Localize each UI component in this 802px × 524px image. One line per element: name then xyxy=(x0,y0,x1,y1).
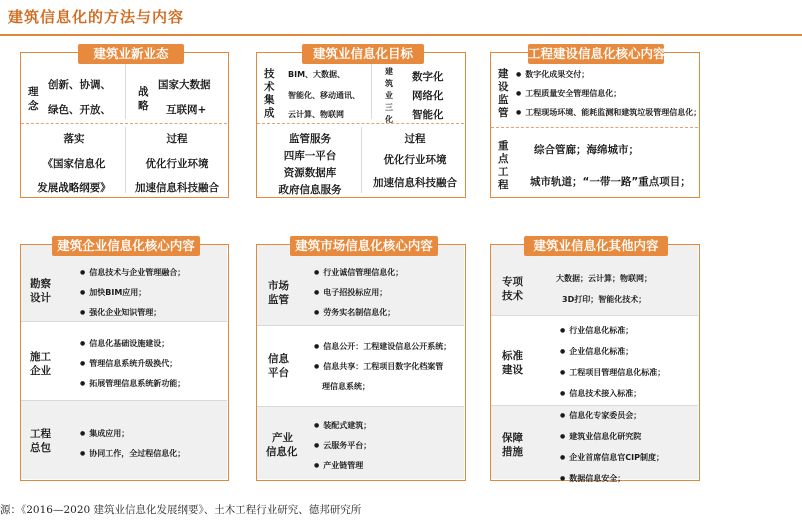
list-item: ● 行业信息化标准； xyxy=(560,325,633,336)
process-text: 过程 xyxy=(166,133,188,145)
list-item: ● 产业链管理 xyxy=(314,460,363,471)
concept-text: 绿色、开放、 xyxy=(48,104,111,116)
list-item: ● 企业信息化标准； xyxy=(560,346,633,357)
label-key-projects: 重 xyxy=(498,140,509,152)
label-construction-supervision: 监 xyxy=(498,94,509,106)
list-item: ● 信息化专家委员会； xyxy=(560,410,641,421)
row-label: 措施 xyxy=(502,446,523,458)
panel-badge: 建筑业信息化目标 xyxy=(302,44,424,64)
strategy-text: 国家大数据 xyxy=(158,79,211,91)
list-item: ● 电子招投标应用； xyxy=(314,287,387,298)
process-text: 优化行业环境 xyxy=(145,158,209,170)
label-tech-integration: 技 xyxy=(264,68,275,80)
concept-text: 创新、协调、 xyxy=(48,79,111,91)
supervision-item: ● 数字化成果交付； xyxy=(516,69,589,80)
title-divider xyxy=(0,34,802,36)
tech-text: BIM、大数据、 xyxy=(288,70,346,79)
row-label: 勘察 xyxy=(30,278,51,290)
list-item: ● 加快BIM应用； xyxy=(80,287,146,298)
list-item: ● 建筑业信息化研究院 xyxy=(560,431,641,442)
row-label: 信息 xyxy=(268,353,289,365)
row-label: 工程 xyxy=(30,428,51,440)
label-tech-integration: 术 xyxy=(264,81,275,93)
supervision-item: ● 工程质量安全管理信息化； xyxy=(516,88,621,99)
label-key-projects: 程 xyxy=(498,179,509,191)
supervision-item: ● 工程现场环境、能耗监测和建筑垃圾管理信息化； xyxy=(516,107,701,118)
label-three-ization: 建 xyxy=(385,67,393,76)
list-item: ● 管理信息系统升级换代； xyxy=(80,358,177,369)
label-concept: 念 xyxy=(28,100,39,112)
panel-new-business xyxy=(20,52,229,198)
label-strategy: 略 xyxy=(138,100,149,112)
label-strategy: 战 xyxy=(138,86,149,98)
row-label: 施工 xyxy=(30,351,51,363)
list-item: ● 拓展管理信息系统新功能； xyxy=(80,378,185,389)
row-label: 保障 xyxy=(502,432,523,444)
label-construction-supervision: 设 xyxy=(498,81,509,93)
tech-text: 云计算、物联网 xyxy=(288,110,344,119)
list-item: ● 信息共享：工程项目数字化档案管 xyxy=(314,361,443,372)
row-label: 企业 xyxy=(30,365,51,377)
row-label: 总包 xyxy=(30,442,51,454)
service-text: 四库一平台 xyxy=(283,150,337,162)
goal-text: 智能化 xyxy=(412,109,444,121)
row-label: 建设 xyxy=(502,364,523,376)
row-label: 平台 xyxy=(268,367,289,379)
list-item: ● 企业首席信息官CIP制度； xyxy=(560,452,664,463)
process-text: 过程 xyxy=(404,133,426,145)
list-item: ● 信息化基础设施建设； xyxy=(80,338,169,349)
list-item: ● 云服务平台； xyxy=(314,440,371,451)
key-project-text: 城市轨道；“一带一路”重点项目； xyxy=(530,176,691,188)
service-text: 政府信息服务 xyxy=(278,184,342,196)
label-three-ization: 化 xyxy=(385,115,393,124)
list-item: ● 信息技术与企业管理融合； xyxy=(80,267,185,278)
page-title: 建筑信息化的方法与内容 xyxy=(8,8,185,26)
service-text: 监管服务 xyxy=(289,133,331,145)
panel-badge: 建筑企业信息化核心内容 xyxy=(52,236,200,256)
implement-text: 发展战略纲要》 xyxy=(37,182,111,194)
row-label: 产业 xyxy=(272,432,293,444)
label-construction-supervision: 建 xyxy=(498,68,509,80)
panel-badge: 工程建设信息化核心内容 xyxy=(528,44,664,64)
label-key-projects: 工 xyxy=(498,166,509,178)
list-item: ● 工程项目管理信息化标准； xyxy=(560,367,665,378)
key-project-text: 综合管廊；海绵城市； xyxy=(534,144,639,156)
list-item: ● 协同工作，全过程信息化； xyxy=(80,448,185,459)
goal-text: 网络化 xyxy=(412,90,444,102)
list-item: ● 信息技术接入标准； xyxy=(560,388,641,399)
label-construction-supervision: 管 xyxy=(498,107,509,119)
row-label: 标准 xyxy=(502,350,523,362)
label-key-projects: 点 xyxy=(498,153,509,165)
list-item: ● 劳务实名制信息化； xyxy=(314,307,395,318)
list-item: ● 信息公开：工程建设信息公开系统； xyxy=(314,341,451,352)
row-label: 监管 xyxy=(268,294,289,306)
label-three-ization: 筑 xyxy=(385,79,393,88)
process-text: 加速信息科技融合 xyxy=(135,182,219,194)
row-label: 信息化 xyxy=(266,446,298,458)
panel-badge: 建筑业新业态 xyxy=(78,44,184,64)
list-item: ● 强化企业知识管理； xyxy=(80,307,161,318)
strategy-text: 互联网+ xyxy=(166,104,207,116)
implement-text: 落实 xyxy=(63,133,85,145)
panel-badge: 建筑市场信息化核心内容 xyxy=(290,236,438,256)
panel-badge: 建筑业信息化其他内容 xyxy=(524,236,668,256)
list-item: ● 行业诚信管理信息化； xyxy=(314,267,403,278)
label-concept: 理 xyxy=(28,86,39,98)
label-three-ization: 三 xyxy=(385,103,393,112)
list-item: ● 数据信息安全； xyxy=(560,473,625,484)
label-tech-integration: 成 xyxy=(264,107,275,119)
row-label: 市场 xyxy=(268,280,289,292)
list-item: 大数据；云计算；物联网； xyxy=(556,274,652,283)
list-item: 理信息系统； xyxy=(322,382,370,391)
list-item: ● 集成应用； xyxy=(80,428,129,439)
service-text: 资源数据库 xyxy=(283,167,337,179)
row-label: 技术 xyxy=(502,290,523,302)
label-tech-integration: 集 xyxy=(264,94,275,106)
process-text: 加速信息科技融合 xyxy=(373,177,457,189)
implement-text: 《国家信息化 xyxy=(42,158,106,170)
goal-text: 数字化 xyxy=(412,71,444,83)
process-text: 优化行业环境 xyxy=(383,154,447,166)
tech-text: 智能化、移动通讯、 xyxy=(288,91,360,100)
row-label: 专项 xyxy=(502,276,523,288)
list-item: 3D打印；智能化技术； xyxy=(562,295,647,304)
row-label: 设计 xyxy=(30,292,51,304)
list-item: ● 装配式建筑； xyxy=(314,420,371,431)
source-note: 源：《2016—2020 建筑业信息化发展纲要》、土木工程行业研究、德邦研究所 xyxy=(0,504,362,516)
label-three-ization: 业 xyxy=(385,91,393,100)
